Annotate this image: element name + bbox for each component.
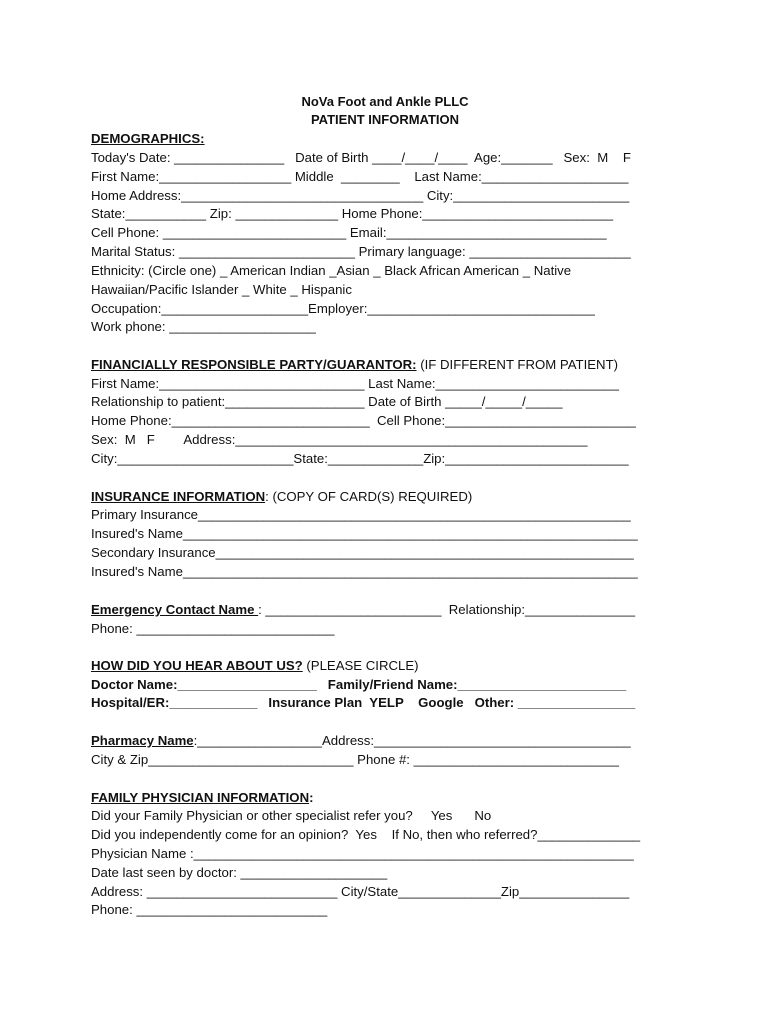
physician-line-referred[interactable]: Did your Family Physician or other specialist refer you? Yes No (91, 808, 492, 823)
pharmacy-line-city[interactable]: City & Zip____________________________ Phone #: ____________________________ (91, 752, 619, 767)
form-title: PATIENT INFORMATION (310, 112, 460, 127)
pharmacy-name-fields[interactable]: :_________________Address:___________________________________ (193, 733, 631, 748)
demographics-line-work-phone[interactable]: Work phone: ____________________ (91, 319, 316, 334)
physician-line-address[interactable]: Address: __________________________ City/State______________Zip_______________ (91, 884, 630, 899)
physician-heading-colon: : (309, 790, 314, 805)
guarantor-line-name[interactable]: First Name:____________________________ Last Name:_________________________ (91, 376, 619, 391)
emergency-heading: Emergency Contact Name (91, 602, 259, 617)
demographics-line-cell[interactable]: Cell Phone: _________________________ Email:______________________________ (91, 225, 607, 240)
physician-line-last-seen[interactable]: Date last seen by doctor: ____________________ (91, 865, 388, 880)
insurance-note: : (COPY OF CARD(S) REQUIRED) (265, 489, 473, 504)
demographics-line-name[interactable]: First Name:__________________ Middle ________ Last Name:____________________ (91, 169, 629, 184)
guarantor-heading-row (91, 356, 618, 374)
guarantor-heading: FINANCIALLY RESPONSIBLE PARTY/GUARANTOR: (91, 357, 417, 372)
referral-heading: HOW DID YOU HEAR ABOUT US? (91, 658, 303, 673)
demographics-line-ethnicity-cont[interactable]: Hawaiian/Pacific Islander _ White _ Hispanic (91, 282, 352, 297)
emergency-contact-fields[interactable]: : ________________________ Relationship:_______________ (258, 602, 636, 617)
physician-line-name[interactable]: Physician Name :____________________________________________________________ (91, 846, 634, 861)
demographics-line-address[interactable]: Home Address:_________________________________ City:________________________ (91, 188, 630, 203)
emergency-line-contact[interactable] (91, 601, 635, 619)
guarantor-line-sex-address[interactable]: Sex: M F Address:________________________________________________ (91, 432, 588, 447)
demographics-line-occupation[interactable]: Occupation:____________________Employer:_______________________________ (91, 301, 595, 316)
insurance-line-insured-1[interactable]: Insured's Name______________________________________________________________ (91, 526, 638, 541)
demographics-line-state[interactable]: State:___________ Zip: ______________ Home Phone:__________________________ (91, 206, 614, 221)
insurance-heading: INSURANCE INFORMATION (91, 489, 266, 504)
insurance-heading-row (91, 488, 472, 506)
guarantor-note: (IF DIFFERENT FROM PATIENT) (416, 357, 619, 372)
referral-line-doctor[interactable]: Doctor Name:___________________ Family/Friend Name:_______________________ (91, 677, 627, 692)
insurance-line-secondary[interactable]: Secondary Insurance_________________________________________________________ (91, 545, 634, 560)
referral-heading-row (91, 657, 419, 675)
practice-name: NoVa Foot and Ankle PLLC (301, 94, 469, 109)
guarantor-line-city[interactable]: City:________________________State:_____________Zip:_________________________ (91, 451, 629, 466)
insurance-line-primary[interactable]: Primary Insurance___________________________________________________________ (91, 507, 631, 522)
pharmacy-line-name[interactable] (91, 732, 631, 750)
physician-line-independent[interactable]: Did you independently come for an opinion? Yes If No, then who referred?______________ (91, 827, 641, 842)
guarantor-line-relationship[interactable]: Relationship to patient:___________________ Date of Birth _____/_____/_____ (91, 394, 563, 409)
physician-line-phone[interactable]: Phone: __________________________ (91, 902, 328, 917)
demographics-line-date[interactable]: Today's Date: _______________ Date of Birth ____/____/____ Age:_______ Sex: M F (91, 150, 631, 165)
demographics-line-ethnicity[interactable]: Ethnicity: (Circle one) _ American Indian _Asian _ Black African American _ Native (91, 263, 572, 278)
emergency-line-phone[interactable]: Phone: ___________________________ (91, 621, 335, 636)
referral-line-hospital[interactable]: Hospital/ER:____________ Insurance Plan YELP Google Other: ________________ (91, 695, 636, 710)
demographics-heading: DEMOGRAPHICS: (91, 131, 205, 146)
insurance-line-insured-2[interactable]: Insured's Name______________________________________________________________ (91, 564, 638, 579)
referral-note: (PLEASE CIRCLE) (302, 658, 419, 673)
demographics-line-marital[interactable]: Marital Status: ________________________ Primary language: ______________________ (91, 244, 631, 259)
physician-heading-row (91, 789, 314, 807)
guarantor-line-phone[interactable]: Home Phone:___________________________ Cell Phone:__________________________ (91, 413, 636, 428)
pharmacy-heading: Pharmacy Name (91, 733, 194, 748)
physician-heading: FAMILY PHYSICIAN INFORMATION (91, 790, 310, 805)
